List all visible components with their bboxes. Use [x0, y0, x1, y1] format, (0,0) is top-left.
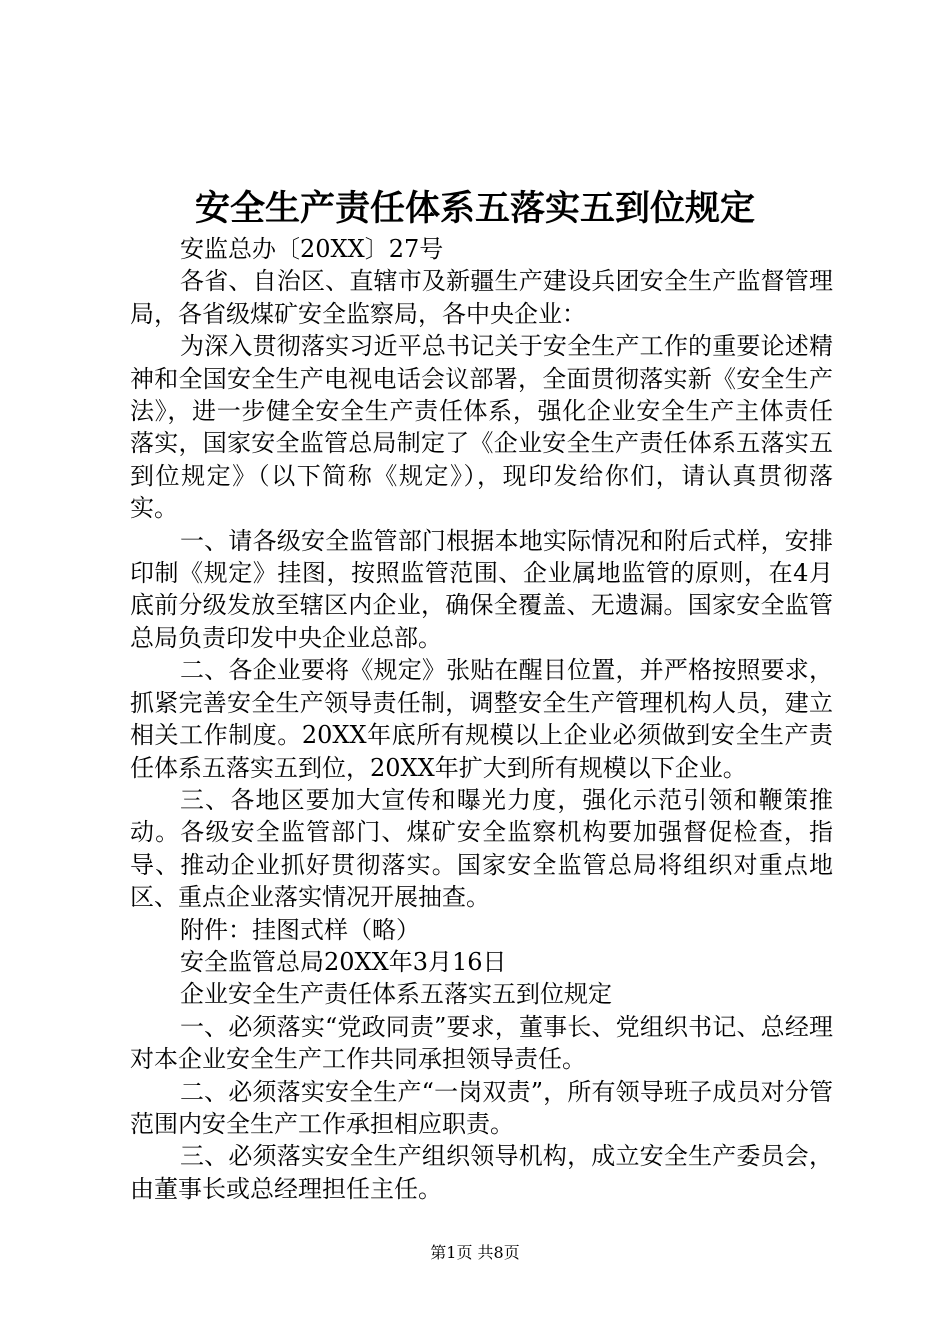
- item-one-paragraph: 一、请各级安全监管部门根据本地实际情况和附后式样，安排印制《规定》挂图，按照监管范围、企业属地监管的原则，在4月底前分级发放至辖区内企业，确保全覆盖、无遗漏。国家安全监管总局负责印发中央企业总部。: [130, 526, 833, 652]
- addressee-paragraph: 各省、自治区、直辖市及新疆生产建设兵团安全生产监督管理局，各省级煤矿安全监察局，各中央企业：: [130, 267, 833, 328]
- attachment-note: 附件：挂图式样（略）: [180, 915, 420, 944]
- document-title: 安全生产责任体系五落实五到位规定: [194, 188, 755, 229]
- page-number-footer: 第1页 共8页: [430, 1243, 520, 1262]
- document-number: 安监总办〔20XX〕27号: [180, 235, 444, 263]
- item-three-paragraph: 三、各地区要加大宣传和曝光力度，强化示范引领和鞭策推动。各级安全监管部门、煤矿安全监察机构要加强督促检查，指导、推动企业抓好贯彻落实。国家安全监管总局将组织对重点地区、重点企业落实情况开展抽查。: [130, 785, 833, 912]
- document-body: [130, 233, 833, 1205]
- intro-paragraph: 为深入贯彻落实习近平总书记关于安全生产工作的重要论述精神和全国安全生产电视电话会议部署，全面贯彻落实新《安全生产法》，进一步健全安全生产责任体系，强化企业安全生产主体责任落实，国家安全监管总局制定了《企业安全生产责任体系五落实五到位规定》（以下简称《规定》），现印发给你们，请认真贯彻落实。: [130, 332, 833, 523]
- issuer-date: 安全监管总局20XX年3月16日: [180, 947, 507, 976]
- rule-three-paragraph: 三、必须落实安全生产组织领导机构，成立安全生产委员会，由董事长或总经理担任主任。: [130, 1142, 833, 1203]
- item-two-paragraph: 二、各企业要将《规定》张贴在醒目位置，并严格按照要求，抓紧完善安全生产领导责任制，调整安全生产管理机构人员，建立相关工作制度。20XX年底所有规模以上企业必须做到安全生产责任体系五落实五到位，20XX年扩大到所有规模以下企业。: [130, 656, 833, 782]
- rule-one-paragraph: 一、必须落实“党政同责”要求，董事长、党组织书记、总经理对本企业安全生产工作共同承担领导责任。: [130, 1012, 833, 1074]
- regulation-heading: 企业安全生产责任体系五落实五到位规定: [180, 980, 612, 1009]
- rule-two-paragraph: 二、必须落实安全生产“一岗双责”，所有领导班子成员对分管范围内安全生产工作承担相应职责。: [130, 1077, 833, 1138]
